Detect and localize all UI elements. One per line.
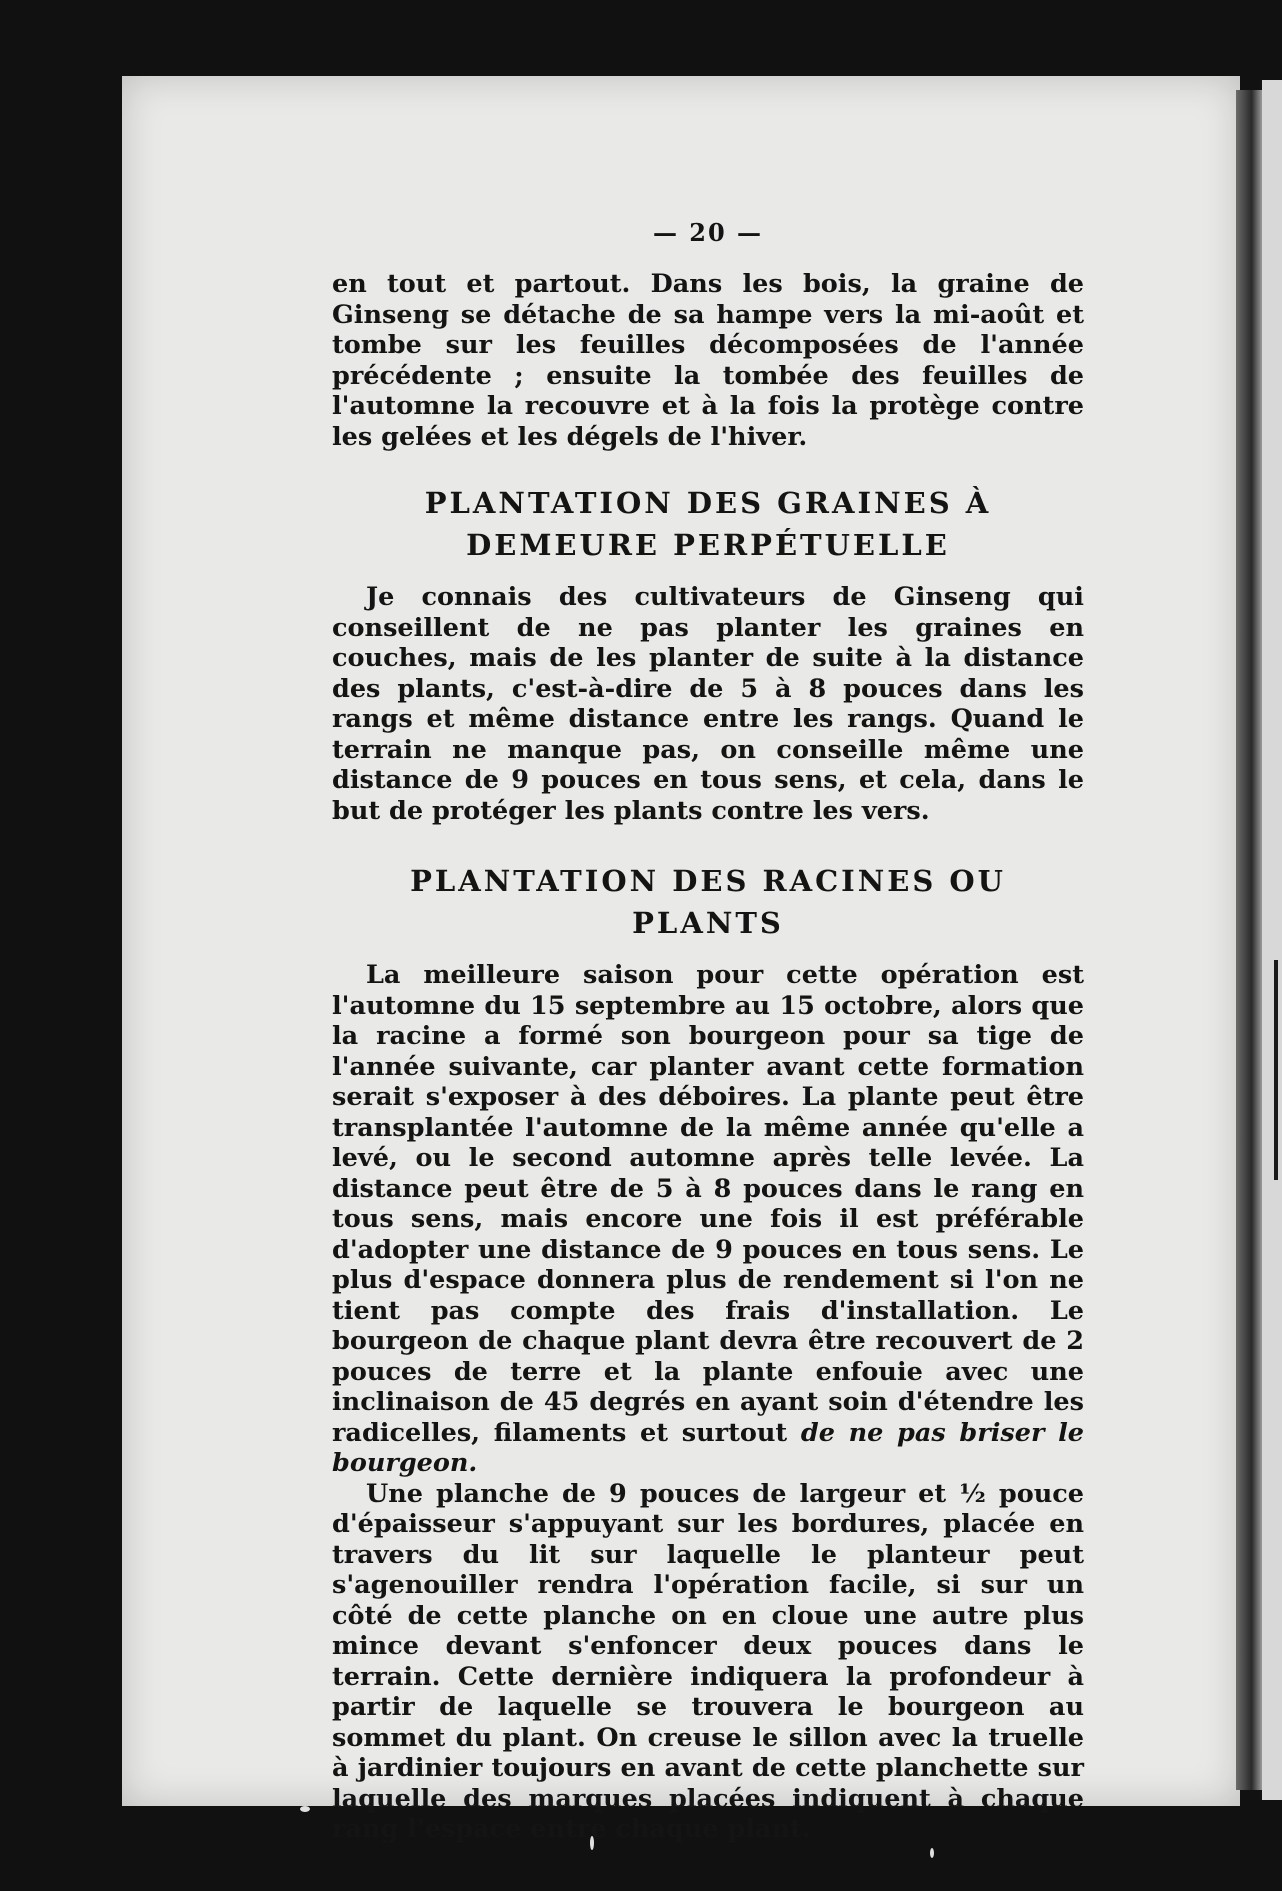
page-number: — 20 — — [652, 218, 764, 247]
scan-speck — [300, 1806, 310, 1812]
section-heading-seeds: PLANTATION DES GRAINES À DEMEURE PERPÉTUELLE — [424, 486, 992, 562]
roots-paragraph-1-italic: de ne pas briser le bourgeon. — [332, 1417, 1084, 1478]
roots-paragraph-1-text: La meilleure saison pour cette opération est l'automne du 15 septembre au 15 octobre, alors que la racine a formé son bourgeon pour sa tige de l'année suivante, car planter avant cette formation serait s'exposer à des déboires. La plante peut être transplantée l'automne de la même année qu'elle a levé, ou le second automne après telle levée. La distance peut être de 5 à 8 pouces dans le rang en tous sens, mais encore une fois il est préférable d'adopter une distance de 9 pouces en tous sens. Le plus d'espace donnera plus de rendement si l'on ne tient pas compte des frais d'installation. Le bourgeon de chaque plant devra être recouvert de 2 pouces de terre et la plante enfouie avec une inclinaison de 45 degrés en ayant soin d'étendre les radicelles, filaments et surtout — [332, 960, 1084, 1448]
adjacent-page-edge — [1262, 80, 1282, 1800]
scan-speck — [930, 1848, 934, 1858]
book-spine-shadow — [1236, 90, 1262, 1790]
roots-paragraph-1 — [332, 960, 1084, 1479]
seeds-paragraph: Je connais des cultivateurs de Ginseng qui conseillent de ne pas planter les graines en couches, mais de les planter de suite à la distance des plants, c'est-à-dire de 5 à 8 pouces dans les rangs et même distance entre les rangs. Quand le terrain ne manque pas, on conseille même une distance de 9 pouces en tous sens, et cela, dans le but de protéger les plants contre les vers. — [332, 582, 1084, 826]
roots-paragraph-2: Une planche de 9 pouces de largeur et ½ pouce d'épaisseur s'appuyant sur les bordures, placée en travers du lit sur laquelle le planteur peut s'agenouiller rendra l'opération facile, si sur un côté de cette planche on en cloue une autre plus mince devant s'enfoncer deux pouces dans le terrain. Cette dernière indiquera la profondeur à partir de laquelle se trouvera le bourgeon au sommet du plant. On creuse le sillon avec la truelle à jardinier toujours en avant de cette planchette sur laquelle des marques placées indiquent à chaque rang l'espace entre chaque plant. — [332, 1478, 1084, 1844]
section-heading-roots: PLANTATION DES RACINES OU PLANTS — [410, 864, 1006, 940]
page-text — [332, 218, 1084, 1845]
intro-paragraph: en tout et partout. Dans les bois, la graine de Ginseng se détache de sa hampe vers la mi-août et tombe sur les feuilles décomposées de l'année précédente ; ensuite la tombée des feuilles de l'automne la recouvre et à la fois la protège contre les gelées et les dégels de l'hiver. — [332, 269, 1084, 452]
adjacent-page-mark — [1274, 960, 1278, 1180]
